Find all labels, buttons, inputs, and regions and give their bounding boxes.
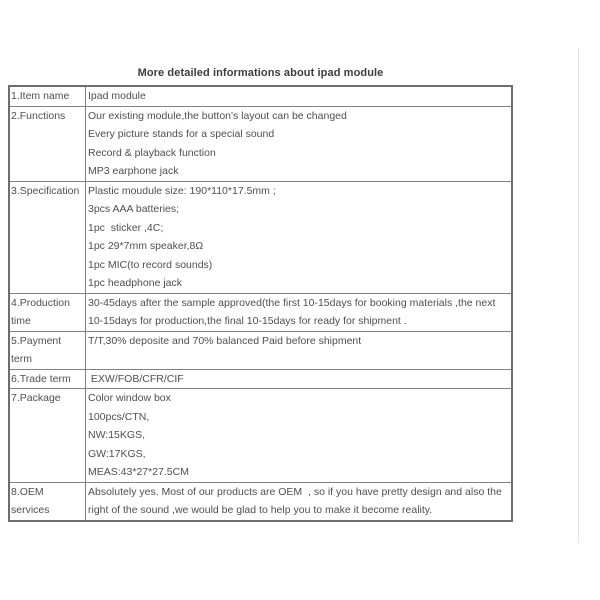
label-line: time bbox=[11, 315, 31, 327]
row-content-cell bbox=[86, 87, 511, 106]
row-label-cell bbox=[10, 483, 86, 520]
table-row-oem-services bbox=[10, 483, 511, 520]
content-line: Every picture stands for a special sound bbox=[88, 128, 275, 140]
content-line: Our existing module,the button's layout can be changed bbox=[88, 109, 347, 122]
content-line: GW:17KGS, bbox=[88, 447, 146, 460]
label-line: 4.Production bbox=[11, 296, 70, 309]
content-line: EXW/FOB/CFR/CIF bbox=[88, 372, 184, 385]
row-content-cell bbox=[86, 182, 511, 293]
label-line: 5.Payment bbox=[11, 334, 62, 347]
label-line: 8.OEM bbox=[11, 485, 44, 498]
content-line: MP3 earphone jack bbox=[88, 165, 179, 177]
row-label-cell bbox=[10, 87, 86, 106]
content-line: MEAS:43*27*27.5CM bbox=[88, 466, 189, 478]
row-content-cell bbox=[86, 370, 511, 389]
content-line: T/T,30% deposite and 70% balanced Paid before shipment bbox=[88, 334, 362, 347]
row-content-cell bbox=[86, 332, 511, 369]
content-line: 1pc headphone jack bbox=[88, 277, 182, 289]
label-line: 7.Package bbox=[11, 392, 61, 404]
table-row-payment-term bbox=[10, 332, 511, 370]
row-label-cell bbox=[10, 332, 86, 369]
row-label-cell bbox=[10, 294, 86, 331]
row-label-cell bbox=[10, 182, 86, 293]
content-line: right of the sound ,we would be glad to help you to make it become reality. bbox=[88, 504, 433, 516]
page-title: More detailed informations about ipad module bbox=[137, 67, 384, 79]
row-content-cell bbox=[86, 389, 511, 482]
content-line: 30-45days after the sample approved(the first 10-15days for booking materials ,the next bbox=[88, 296, 496, 309]
label-line: 6.Trade term bbox=[11, 372, 71, 385]
row-label-cell bbox=[10, 389, 86, 482]
content-line: Color window box bbox=[88, 392, 171, 404]
label-line: term bbox=[11, 353, 32, 365]
content-line: Record & playback function bbox=[88, 146, 216, 159]
row-content-cell bbox=[86, 294, 511, 331]
content-line: 3pcs AAA batteries; bbox=[88, 203, 180, 215]
table-row-item-name bbox=[10, 87, 511, 107]
content-line: 1pc 29*7mm speaker,8Ω bbox=[88, 240, 204, 252]
content-line: Absolutely yes. Most of our products are OEM , so if you have pretty design and also the bbox=[88, 485, 502, 498]
table-row-functions bbox=[10, 107, 511, 182]
content-line: 10-15days for production,the final 10-15days for ready for shipment . bbox=[88, 315, 407, 327]
label-line: 2.Functions bbox=[11, 109, 66, 122]
row-label-cell bbox=[10, 107, 86, 181]
label-line: services bbox=[11, 504, 50, 516]
content-line: Plastic moudule size: 190*110*17.5mm ; bbox=[88, 184, 276, 197]
table-row-production-time bbox=[10, 294, 511, 332]
label-line: 1.Item name bbox=[11, 90, 70, 102]
table-row-package bbox=[10, 389, 511, 483]
table-row-trade-term bbox=[10, 370, 511, 390]
content-line: 1pc MIC(to record sounds) bbox=[88, 258, 213, 271]
content-line: NW:15KGS, bbox=[88, 429, 145, 441]
table-row-specification bbox=[10, 182, 511, 294]
row-content-cell bbox=[86, 107, 511, 181]
content-line: Ipad module bbox=[88, 90, 146, 102]
content-line: 1pc sticker ,4C; bbox=[88, 221, 164, 234]
page-edge-line bbox=[578, 48, 579, 543]
label-line: 3.Specification bbox=[11, 184, 80, 197]
content-line: 100pcs/CTN, bbox=[88, 410, 150, 423]
row-content-cell bbox=[86, 483, 511, 520]
row-label-cell bbox=[10, 370, 86, 389]
product-info-table bbox=[8, 85, 513, 522]
